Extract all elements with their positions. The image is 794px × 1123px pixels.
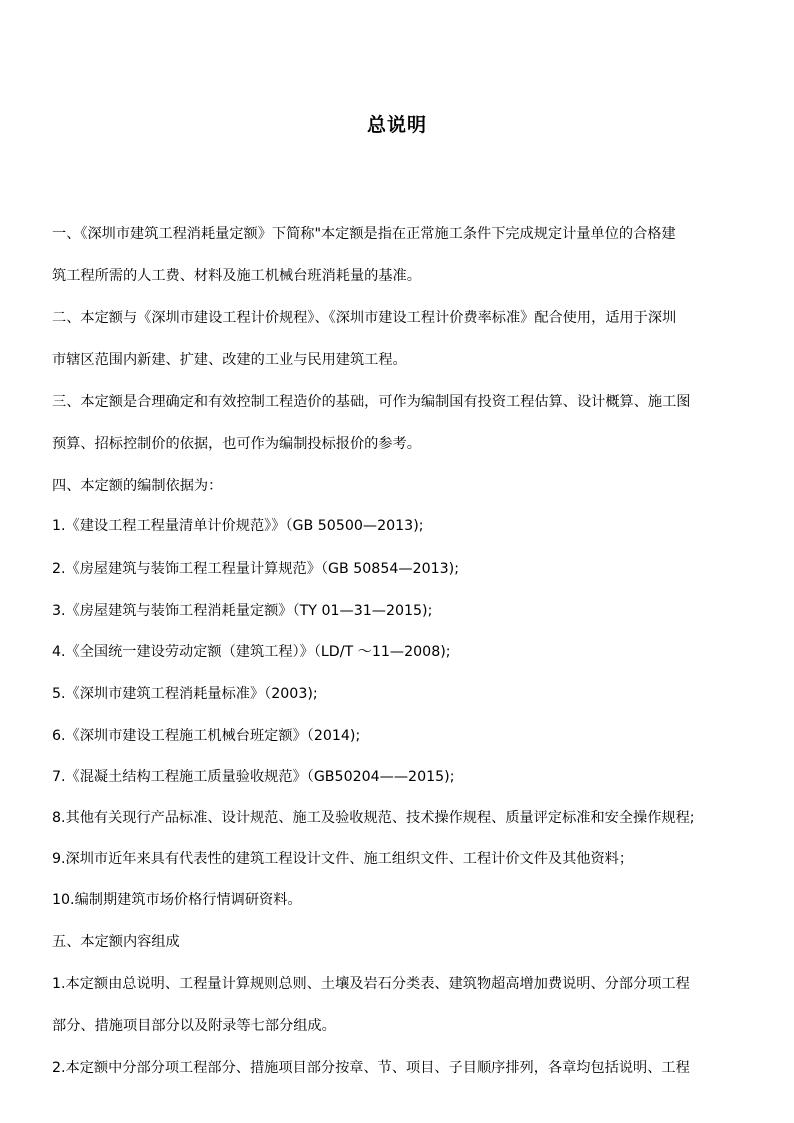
list-item: 7.《混凝土结构工程施工质量验收规范》（GB50204——2015); xyxy=(52,769,455,785)
list-item: 6.《深圳市建设工程施工机械台班定额》（2014); xyxy=(52,728,361,744)
list-item: 9.深圳市近年来具有代表性的建筑工程设计文件、施工组织文件、工程计价文件及其他资料； xyxy=(52,851,634,867)
list-item: 4.《全国统一建设劳动定额（建筑工程）》（LD/T ～11—2008); xyxy=(52,644,451,660)
list-item: 1.《建设工程工程量清单计价规范》》（GB 50500—2013); xyxy=(52,518,424,534)
section-heading: 四、本定额的编制依据为： xyxy=(52,478,223,494)
paragraph-line: 1.本定额由总说明、工程量计算规则总则、土壤及岩石分类表、建筑物超高增加费说明、分部分项工程 xyxy=(52,976,690,992)
paragraph-line: 筑工程所需的人工费、材料及施工机械台班消耗量的基准。 xyxy=(52,268,421,284)
page-title: 总说明 xyxy=(366,114,427,136)
list-item: 10.编制期建筑市场价格行情调研资料。 xyxy=(52,892,302,908)
paragraph-line: 预算、招标控制价的依据，也可作为编制投标报价的参考。 xyxy=(52,436,421,452)
paragraph-line: 部分、措施项目部分以及附录等七部分组成。 xyxy=(52,1018,336,1034)
list-item: 5.《深圳市建筑工程消耗量标准》（2003); xyxy=(52,686,318,702)
section-heading: 五、本定额内容组成 xyxy=(52,934,180,950)
paragraph-line: 一、《深圳市建筑工程消耗量定额》下简称"本定额是指在正常施工条件下完成规定计量单位的合格建 xyxy=(52,226,676,242)
list-item: 8.其他有关现行产品标准、设计规范、施工及验收规范、技术操作规程、质量评定标准和安全操作规程; xyxy=(52,810,695,826)
list-item: 3.《房屋建筑与装饰工程消耗量定额》（TY 01—31—2015); xyxy=(52,603,433,619)
paragraph-line: 三、本定额是合理确定和有效控制工程造价的基础，可作为编制国有投资工程估算、设计概算、施工图 xyxy=(52,394,691,410)
paragraph-line: 市辖区范围内新建、扩建、改建的工业与民用建筑工程。 xyxy=(52,352,407,368)
paragraph-line: 2.本定额中分部分项工程部分、措施项目部分按章、节、项目、子目顺序排列，各章均包括说明、工程 xyxy=(52,1060,690,1076)
paragraph-line: 二、本定额与《深圳市建设工程计价规程》、《深圳市建设工程计价费率标准》配合使用，适用于深圳 xyxy=(52,310,677,326)
list-item: 2.《房屋建筑与装饰工程工程量计算规范》（GB 50854—2013); xyxy=(52,561,459,577)
